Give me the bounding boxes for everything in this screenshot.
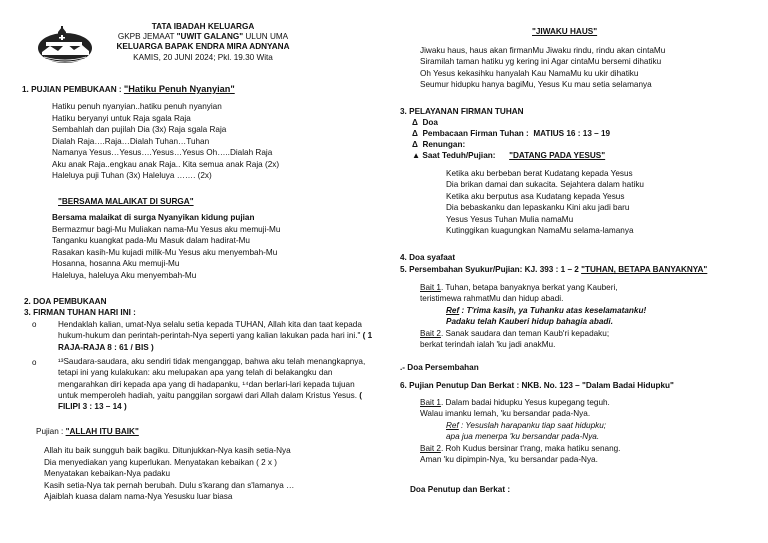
persembahan-heading (400, 265, 707, 276)
lyric-line: Hatiku penuh nyanyian..hatiku penuh nyanyian (52, 102, 222, 111)
lyric-line: Jiwaku haus, haus akan firmanMu Jiwaku rindu, rindu akan cintaMu (420, 46, 666, 55)
ref-text: : Yesuslah harapanku tiap saat hidupku; (458, 421, 607, 430)
pembacaan-label: Pembacaan Firman Tuhan : (422, 129, 529, 138)
delta-icon: Δ (412, 129, 418, 138)
penutup-bait1 (420, 398, 610, 409)
section1-lyrics (52, 101, 279, 182)
ref-label: Ref (446, 421, 459, 430)
pelayanan-saat-teduh (412, 151, 605, 162)
bullet-icon: o (32, 320, 37, 329)
lyric-line: Tanganku kuangkat pada-Mu Masuk dalam hadirat-Mu (52, 236, 250, 245)
saat-teduh-lyrics (446, 168, 644, 236)
saat-teduh-song: "DATANG PADA YESUS" (509, 151, 606, 160)
doa-penutup: Doa Penutup dan Berkat : (410, 485, 511, 494)
lyric-line: Namanya Yesus…Yesus….Yesus…Yesus Oh…..Dialah Raja (52, 148, 273, 157)
lyric-line: Oh Yesus kekasihku hanyalah Kau NamaMu ku ukir dihatiku (420, 68, 639, 78)
penutup-ref-line2: apa jua menerpa 'ku bersandar pada-Nya. (446, 432, 600, 441)
scripture-ref: ( 1 RAJA-RAJA 8 : 61 / BIS ) (58, 331, 373, 352)
persembahan-ref (446, 306, 646, 317)
persembahan-bait2-line2: berkat terindah ialah 'ku jadi anakMu. (420, 340, 556, 349)
lyric-line: Menyatakan kebaikan-Nya padaku (44, 469, 171, 479)
scripture-ref: ( FILIPI 3 : 13 – 14 ) (58, 390, 363, 412)
delta-icon: Δ (412, 118, 418, 127)
penutup-bait1-line2: Walau imanku lemah, 'ku bersandar pada-Nya. (420, 409, 591, 418)
pujian-lyrics (44, 445, 294, 503)
scripture-text: Hendaklah kalian, umat-Nya selalu setia kepada TUHAN, Allah kita dan taat kepada hukum-hukum dan perintah-perintah-Nya seperti yang kalian lakukan pada hari ini." (58, 320, 362, 341)
church-logo-icon (36, 26, 94, 66)
penutup-bait2-line2: Aman 'ku dipimpin-Nya, 'ku bersandar pada-Nya. (420, 455, 598, 464)
penutup-bait2 (420, 444, 620, 455)
song2-lyrics (52, 212, 280, 281)
delta-icon: Δ (412, 140, 418, 149)
saat-teduh-label: Saat Teduh/Pujian: (422, 151, 496, 160)
bullet-icon: o (32, 358, 37, 367)
pelayanan-renungan (412, 140, 465, 151)
pujian-title: "ALLAH ITU BAIK" (65, 427, 139, 436)
header-family: KELUARGA BAPAK ENDRA MIRA ADNYANA (116, 42, 290, 52)
lyric-line: Siramilah taman hatiku yg kering ini Agar cintaMu bersemi dihatiku (420, 57, 662, 67)
lyric-line: Ajaiblah kuasa dalam nama-Nya Yesusku luar biasa (44, 492, 233, 502)
pujian-label: Pujian : (36, 427, 66, 436)
pelayanan-doa (412, 118, 438, 129)
lyric-line: Sembahlah dan pujilah Dia (3x) Raja sgala Raja (52, 125, 227, 134)
triangle-icon: ▲ (412, 151, 421, 160)
persembahan-song: "TUHAN, BETAPA BANYAKNYA" (581, 265, 708, 274)
persembahan-bait1 (420, 283, 618, 294)
lyric-line: Ketika aku berbeban berat Kudatang kepada Yesus (446, 169, 633, 178)
lyric-line: Hosanna, hosanna Aku memuji-Mu (52, 259, 180, 268)
lyric-line: Hatiku beryanyi untuk Raja sgala Raja (52, 113, 191, 123)
pelayanan-heading: 3. PELAYANAN FIRMAN TUHAN (400, 107, 524, 116)
lyric-line: Dialah Raja….Raja…Dialah Tuhan…Tuhan (52, 136, 210, 146)
song2-title: "BERSAMA MALAIKAT DI SURGA" (58, 197, 194, 206)
ref-label: Ref (446, 306, 460, 315)
lyric-line: Bermazmur bagi-Mu Muliakan nama-Mu Yesus aku memuji-Mu (52, 224, 281, 234)
header-date: KAMIS, 20 JUNI 2024; Pkl. 19.30 Wita (133, 52, 273, 62)
lyric-line: Aku anak Raja..engkau anak Raja.. Kita semua anak Raja (2x) (52, 159, 280, 169)
bait-label: Bait 1 (420, 398, 441, 407)
bait-text: . Tuhan, betapa banyaknya berkat yang Kauberi, (440, 283, 618, 292)
doa-label: Doa (422, 118, 438, 127)
lyric-line: Dia bebaskanku dan lepaskanku Kini aku jadi baru (446, 203, 630, 213)
doa-persembahan: .- Doa Persembahan (400, 363, 479, 372)
header-church-suffix: ULUN UMA (243, 32, 289, 42)
section1-heading-label: 1. PUJIAN PEMBUKAAN : (22, 85, 124, 94)
right-song-title: "JIWAKU HAUS" (532, 27, 598, 36)
header-church (108, 32, 298, 42)
doa-syafaat: 4. Doa syafaat (400, 253, 456, 262)
header-church-prefix: GKPB JEMAAT (117, 32, 177, 42)
bait-text: . Sanak saudara dan teman Kaub'ri kepadaku; (440, 329, 610, 338)
lyric-line: Dia menyediakan yang kuperlukan. Menyatakan kebaikan ( 2 x ) (44, 457, 278, 467)
header-title: TATA IBADAH KELUARGA (151, 22, 255, 31)
section1-heading (22, 84, 235, 96)
bait-text: . Roh Kudus bersinar t'rang, maka hatiku senang. (440, 444, 621, 453)
lyric-line: Rasakan kasih-Mu kujadi milik-Mu Yesus aku menyembah-Mu (52, 247, 278, 257)
penutup-ref (446, 421, 606, 432)
persembahan-bait2 (420, 329, 609, 340)
penutup-heading: 6. Pujian Penutup Dan Berkat : NKB. No. 123 – "Dalam Badai Hidupku" (400, 381, 674, 390)
section2-heading: 2. DOA PEMBUKAAN (24, 297, 107, 306)
pembacaan-ref: MATIUS 16 : 13 – 19 (533, 129, 611, 138)
lyric-line: Haleluya, haleluya Aku menyembah-Mu (52, 270, 197, 280)
document-header (108, 22, 298, 63)
bait-label: Bait 2 (420, 329, 441, 338)
persembahan-ref-line2: Padaku telah Kauberi hidup bahagia abadi. (446, 317, 613, 326)
lyric-line: Haleluya puji Tuhan (3x) Haleluya ……. (2x) (52, 171, 212, 180)
pelayanan-pembacaan (412, 129, 610, 140)
section1-song-title: "Hatiku Penuh Nyanyian" (123, 84, 235, 94)
lyric-line: Allah itu baik sungguh baik bagiku. Ditunjukkan-Nya kasih setia-Nya (44, 446, 291, 455)
scripture-text: ¹³Saudara-saudara, aku sendiri tidak menganggap, bahwa aku telah menangkapnya, tetapi ini yang kulakukan: aku melupakan apa yang telah di belakangku dan mengarahkan diri kepada apa yang di hadapanku, ¹⁴dan berlari-lari kepada tujuan untuk memperoleh hadiah, yaitu panggilan sorgawi dari Allah dalam Kristus Yesus. (58, 357, 366, 400)
lyric-line: Seumur hidupku hanya bagiMu, Yesus Ku mau setia selamanya (420, 79, 652, 89)
lyric-line: Yesus Yesus Tuhan Mulia namaMu (446, 214, 574, 224)
header-church-name: "UWIT GALANG" (176, 32, 244, 42)
lyric-line: Kutinggikan kuagungkan NamaMu selama-lamanya (446, 226, 634, 236)
lyric-line: Ketika aku berputus asa Kudatang kepada Yesus (446, 191, 625, 201)
scripture-item-2 (58, 356, 374, 412)
renungan-label: Renungan: (422, 140, 466, 149)
persembahan-bait1-line2: teristimewa rahmatMu dan hidup abadi. (420, 294, 564, 303)
right-column (384, 0, 768, 543)
scripture-item-1 (58, 319, 374, 353)
persembahan-label: 5. Persembahan Syukur/Pujian: KJ. 393 : 1 – 2 (400, 265, 582, 274)
section3-heading: 3. FIRMAN TUHAN HARI INI : (24, 308, 136, 317)
pujian-heading (36, 427, 139, 438)
ref-text: : T'rima kasih, ya Tuhanku atas keselamatanku! (459, 306, 647, 315)
bait-text: . Dalam badai hidupku Yesus kupegang teguh. (440, 398, 610, 407)
right-song-lyrics (420, 45, 665, 90)
bait-label: Bait 1 (420, 283, 441, 292)
lyric-line: Bersama malaikat di surga Nyanyikan kidung pujian (52, 213, 255, 222)
bait-label: Bait 2 (420, 444, 441, 453)
lyric-line: Dia brikan damai dan sukacita. Sejahtera dalam hatiku (446, 180, 644, 190)
lyric-line: Kasih setia-Nya tak pernah berubah. Dulu s'karang dan s'lamanya … (44, 480, 295, 490)
